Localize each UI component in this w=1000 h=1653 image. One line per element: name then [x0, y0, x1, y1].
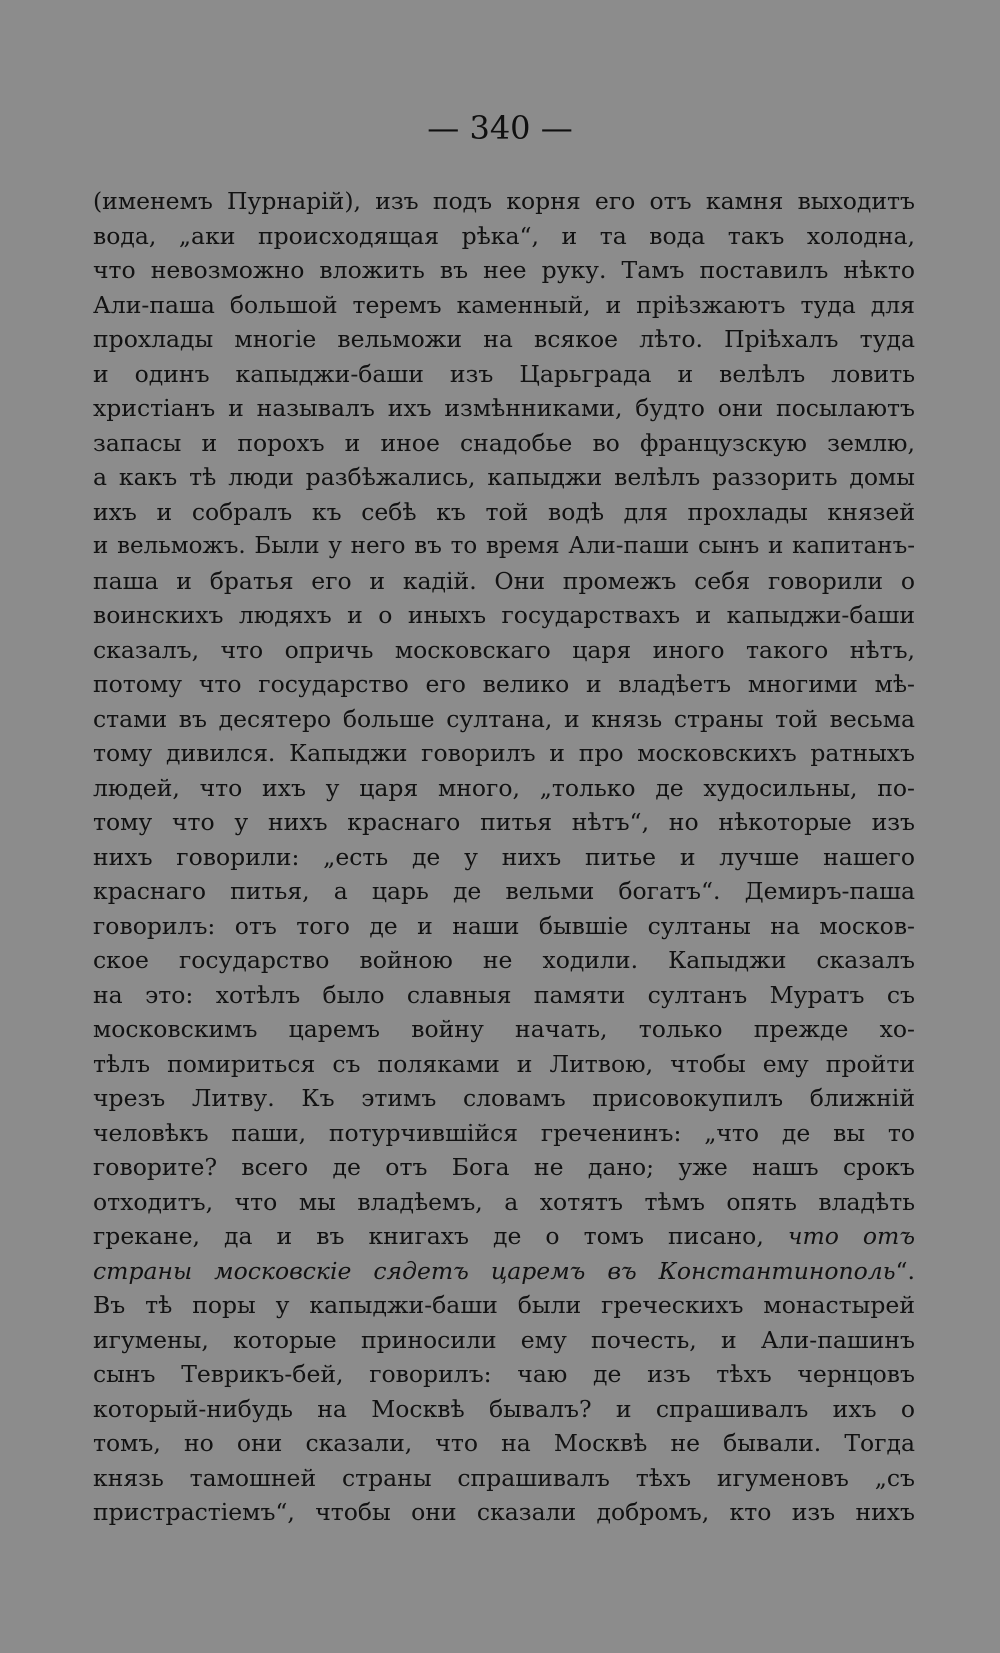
roman-run: грекане, да и въ книгахъ де о томъ писано, — [93, 1222, 788, 1250]
text-line: (именемъ Пурнарій), изъ подъ корня его отъ камня выходитъ — [93, 187, 915, 215]
text-line: отходитъ, что мы владѣемъ, а хотятъ тѣмъ опять владѣть — [93, 1187, 915, 1216]
text-line: что невозможно вложить въ нее руку. Тамъ поставилъ нѣкто — [93, 256, 915, 284]
text-line: Въ тѣ поры у капыджи-баши были греческихъ монастырей — [93, 1291, 915, 1319]
text-line: тѣлъ помириться съ поляками и Литвою, чтобы ему пройти — [93, 1049, 915, 1078]
text-line-mixed — [93, 1254, 915, 1289]
text-line: ское государство войною не ходили. Капыджи сказалъ — [93, 946, 915, 974]
text-line: христіанъ и называлъ ихъ измѣнниками, будто они посылаютъ — [93, 394, 915, 422]
text-line: тому что у нихъ краснаго питья нѣтъ“, но нѣкоторые изъ — [93, 808, 915, 836]
text-line: игумены, которые приносили ему почесть, и Али-пашинъ — [93, 1325, 915, 1354]
text-line: потому что государство его велико и владѣетъ многими мѣ- — [93, 670, 915, 698]
text-line: пристрастіемъ“, чтобы они сказали добромъ, кто изъ нихъ — [93, 1498, 915, 1526]
text-line: чрезъ Литву. Къ этимъ словамъ присовокупилъ ближній — [93, 1084, 915, 1112]
text-line: вода, „аки происходящая рѣка“, и та вода такъ холодна, — [93, 221, 915, 250]
text-line: томъ, но они сказали, что на Москвѣ не бывали. Тогда — [93, 1429, 915, 1457]
text-line: а какъ тѣ люди разбѣжались, капыджи велѣлъ раззорить домы — [93, 463, 915, 491]
text-line: воинскихъ людяхъ и о иныхъ государствахъ и капыджи-баши — [93, 601, 915, 629]
text-line: и вельможъ. Были у него въ то время Али-паши сынъ и капитанъ- — [93, 533, 915, 559]
text-line: московскимъ царемъ войну начать, только прежде хо- — [93, 1015, 915, 1043]
text-line: на это: хотѣлъ было славныя памяти султанъ Муратъ съ — [93, 980, 915, 1009]
text-line: нихъ говорили: „есть де у нихъ питье и лучше нашего — [93, 842, 915, 871]
text-line: тому дивился. Капыджи говорилъ и про московскихъ ратныхъ — [93, 739, 915, 767]
text-line: говорилъ: отъ того де и наши бывшіе султаны на москов- — [93, 911, 915, 940]
text-line: запасы и порохъ и иное снадобье во французскую землю, — [93, 428, 915, 457]
page-number: — 340 — — [427, 109, 573, 147]
text-line: который-нибудь на Москвѣ бывалъ? и спрашивалъ ихъ о — [93, 1394, 915, 1423]
text-line: сказалъ, что опричь московскаго царя иного такого нѣтъ, — [93, 635, 915, 664]
text-line: и одинъ капыджи-баши изъ Царьграда и велѣлъ ловить — [93, 359, 915, 388]
text-line: князь тамошней страны спрашивалъ тѣхъ игуменовъ „съ — [93, 1463, 915, 1492]
italic-run: страны московскіе сядетъ царемъ въ Константинополь — [93, 1256, 896, 1285]
text-line: прохлады многіе вельможи на всякое лѣто. Пріѣхалъ туда — [93, 325, 915, 353]
roman-run: “. — [895, 1256, 915, 1285]
text-line: ихъ и собралъ къ себѣ къ той водѣ для прохлады князей — [93, 497, 915, 526]
text-line: людей, что ихъ у царя много, „только де худосильны, по- — [93, 773, 915, 802]
text-line: Али-паша большой теремъ каменный, и пріѣзжаютъ туда для — [93, 290, 915, 319]
body-text — [93, 184, 915, 1530]
text-line: говорите? всего де отъ Бога не дано; уже нашъ срокъ — [93, 1153, 915, 1181]
text-line-mixed — [93, 1219, 915, 1254]
text-line: краснаго питья, а царь де вельми богатъ“. Демиръ-паша — [93, 877, 915, 905]
text-line: человѣкъ паши, потурчившійся греченинъ: „что де вы то — [93, 1118, 915, 1147]
text-line: стами въ десятеро больше султана, и князь страны той весьма — [93, 704, 915, 733]
italic-run: что отъ — [787, 1222, 916, 1250]
text-line: паша и братья его и кадій. Они промежъ себя говорили о — [93, 566, 915, 595]
text-line: сынъ Теврикъ-бей, говорилъ: чаю де изъ тѣхъ чернцовъ — [93, 1360, 915, 1388]
